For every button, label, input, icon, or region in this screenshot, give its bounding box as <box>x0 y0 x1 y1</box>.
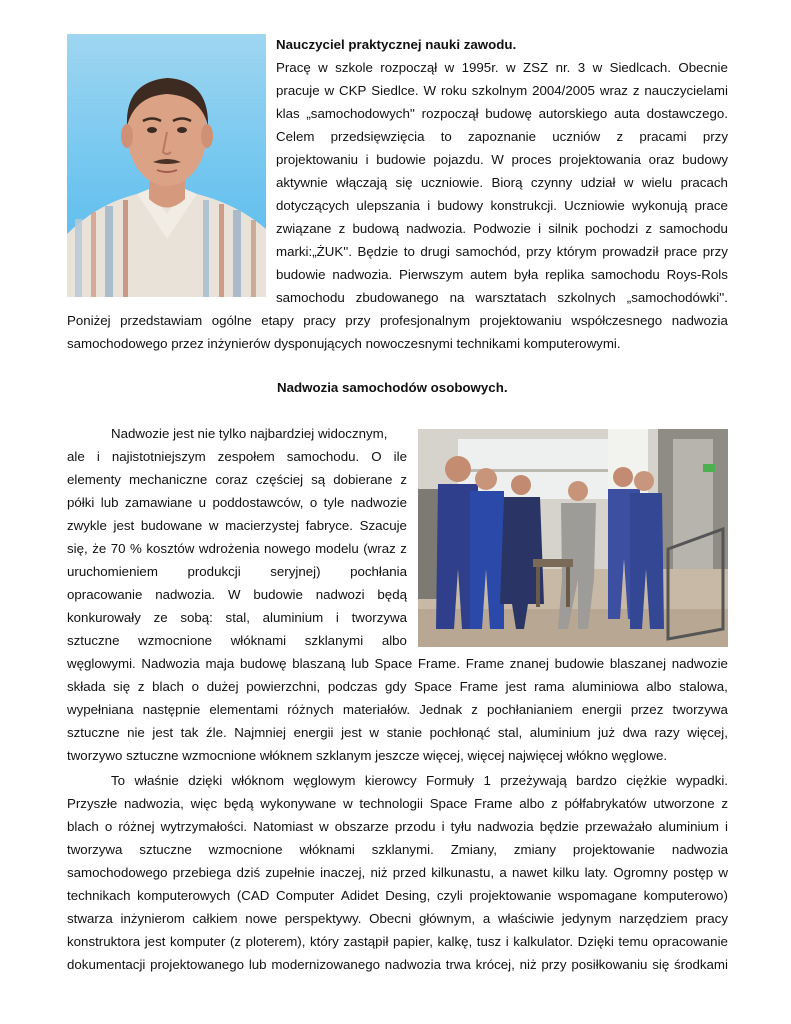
intro-line: samochodu zbudowanego na warsztatach szkolnych „samochodówki''. <box>276 290 728 305</box>
section-full-line: blach o różnej wytrzymałości. Natomiast w obszarze przodu i tyłu nadwozia będzie przeważało aluminium i <box>67 819 728 834</box>
section-line: uruchomieniem produkcji seryjnej) pochłania <box>67 564 407 579</box>
section-full-line: Przyszłe nadwozia, więc będą wykonywane w technologii Space Frame albo z półfabrykatów utworzone z <box>67 796 728 811</box>
section-full-line: tworzywo sztuczne wzmocnione włóknem szklanym jeszcze więcej, więcej najwięcej włókno węglowe. <box>67 748 668 763</box>
portrait-illustration <box>67 34 266 297</box>
section-full-line: konstruktora jest komputer (z ploterem), który zastąpił papier, kalkę, tusz i kalkulator. Dzięki temu opracowanie <box>67 934 728 949</box>
intro-line: Celem przedsięwzięcia to zapoznanie uczniów z pracami przy <box>276 129 728 144</box>
section-line: półki lub zamawiane u poddostawców, o tyle nadwozie <box>67 495 407 510</box>
section-full-line: samochodowego przebiega dziś zupełnie inaczej, niż przed kilkunastu, a nawet kilku laty. Ogromny postęp w <box>67 865 728 880</box>
section-line: elementy mechaniczne coraz częściej są dobierane z <box>67 472 407 487</box>
section-full-line: technikach komputerowych (CAD Computer Adidet Desing, czyli projektowanie wspomagane komputerowo) <box>67 888 728 903</box>
heading-teacher: Nauczyciel praktycznej nauki zawodu. <box>276 37 517 52</box>
section-line: Nadwozie jest nie tylko najbardziej widocznym, <box>111 426 388 441</box>
intro-line: marki:„ŻUK''. Będzie to drugi samochód, przy którym prowadził prace przy <box>276 244 728 259</box>
heading-car-bodies: Nadwozia samochodów osobowych. <box>277 380 508 395</box>
section-line: sztuczne wzmocnione włóknami szklanymi albo <box>67 633 407 648</box>
section-line: ale i najistotniejszym zespołem samochodu. O ile <box>67 449 407 464</box>
intro-line: pracuje w CKP Siedlce. W roku szkolnym 2004/2005 wraz z nauczycielami <box>276 83 728 98</box>
section-line: zwykle jest budowane w macierzystej fabryce. Szacuje <box>67 518 407 533</box>
section-full-line: To właśnie dzięki włóknom węglowym kierowcy Formuły 1 przeżywają bardzo ciężkie wypadki. <box>111 773 728 788</box>
section-line: opracowanie nadwozia. W budowie nadwozi będą <box>67 587 407 602</box>
intro-line: związane z budową nadwozia. Podwozie i silnik pochodzi z samochodu <box>276 221 728 236</box>
section-full-line: węglowymi. Nadwozia maja budowę blaszaną lub Space Frame. Frame znanej budowie blaszanej nadwozie <box>67 656 728 671</box>
intro-line: aktywnie włączają się uczniowie. Biorą czynny udział w wielu pracach <box>276 175 728 190</box>
intro-line: dotyczących ulepszania i budowy konstrukcji. Uczniowie wykonują prace <box>276 198 728 213</box>
intro-full-line: samochodowego przez inżynierów dysponujących nowoczesnymi technikami komputerowymi. <box>67 336 621 351</box>
teacher-portrait-photo <box>67 34 266 297</box>
intro-line: Pracę w szkole rozpoczął w 1995r. w ZSZ nr. 3 w Siedlcach. Obecnie <box>276 60 728 75</box>
intro-line: budowie nadwozia. Pierwszym autem była replika samochodu Roys-Rols <box>276 267 728 282</box>
section-full-line: wypełniana następnie elementami różnych materiałów. Jednak z pochłanianiem energii przez tworzywa <box>67 702 728 717</box>
section-full-line: dokumentacji projektowanego lub modernizowanego nadwozia trwa krócej, niż przy posiłkowaniu się środkami <box>67 957 728 972</box>
section-full-line: tworzywa sztuczne wzmocnione włóknami szklanymi. Zmiany, zmiany projektowanie nadwozia <box>67 842 728 857</box>
section-line: się, że 70 % kosztów wdrożenia nowego modelu (wraz z <box>67 541 407 556</box>
intro-line: projektowaniu i budowie pojazdu. W proces projektowania oraz budowy <box>276 152 728 167</box>
workshop-photo <box>418 429 728 647</box>
intro-line: klas „samochodowych'' rozpoczął budowę autorskiego auta dostawczego. <box>276 106 728 121</box>
section-full-line: stwarza inżynierom całkiem nowe perspektywy. Obecni głównym, a właściwie jedynym narzędziem pracy <box>67 911 728 926</box>
intro-full-line: Poniżej przedstawiam ogólne etapy pracy przy profesjonalnym projektowaniu współczesnego nadwozia <box>67 313 728 328</box>
section-full-line: składa się z blach o dużej powierzchni, podczas gdy Space Frame jest rama aluminiowa albo stalowa, <box>67 679 728 694</box>
section-line: konkurowały ze sobą: stal, aluminium i tworzywa <box>67 610 407 625</box>
section-full-line: sztuczne nie jest tak źle. Najmniej energii jest w stanie pochłonąć stal, aluminium już dwa razy więcej, <box>67 725 728 740</box>
workshop-illustration <box>418 429 728 647</box>
